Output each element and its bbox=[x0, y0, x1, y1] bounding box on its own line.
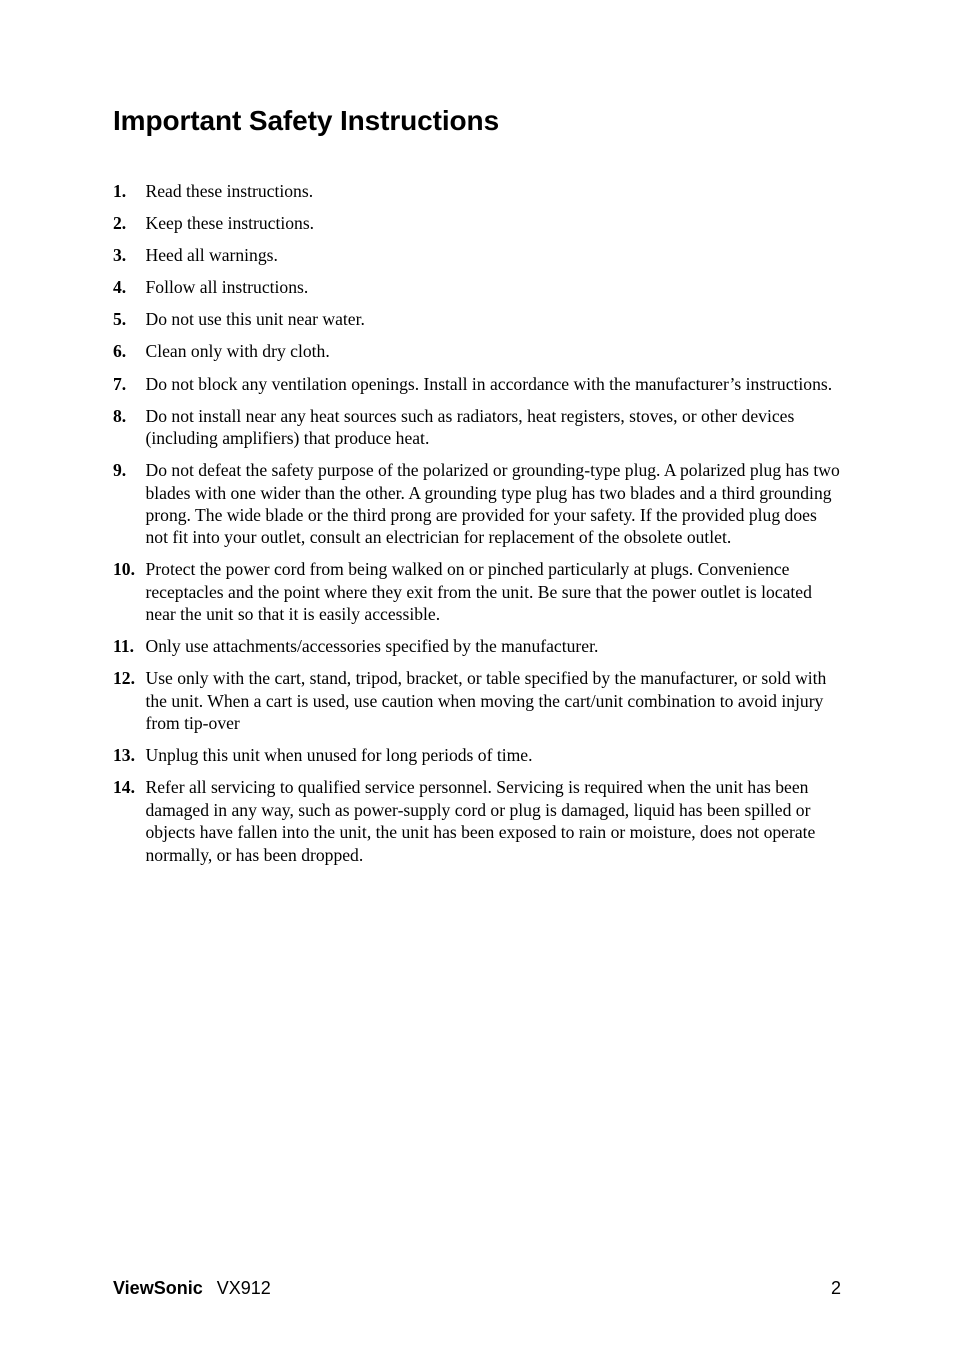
item-text: Do not use this unit near water. bbox=[145, 309, 365, 330]
list-item bbox=[113, 776, 843, 866]
item-number: 9. bbox=[113, 460, 127, 481]
item-text: Only use attachments/accessories specified by the manufacturer. bbox=[145, 636, 599, 657]
item-number: 2. bbox=[113, 213, 127, 234]
brand-name: ViewSonic bbox=[113, 1278, 203, 1298]
list-item bbox=[113, 180, 843, 202]
item-text: Do not install near any heat sources such as radiators, heat registers, stoves, or other devices (including amplifiers) that produce heat. bbox=[145, 405, 795, 449]
model-name: VX912 bbox=[216, 1278, 271, 1298]
list-item bbox=[113, 373, 843, 395]
item-text: Clean only with dry cloth. bbox=[145, 341, 330, 362]
item-text: Unplug this unit when unused for long periods of time. bbox=[145, 745, 533, 766]
page-number: 2 bbox=[830, 1278, 841, 1298]
item-text: Use only with the cart, stand, tripod, bracket, or table specified by the manufacturer, or sold with the unit. When a cart is used, use caution when moving the cart/unit combination to avoid injury from tip-over bbox=[145, 668, 827, 734]
item-text: Heed all warnings. bbox=[145, 245, 278, 266]
list-item bbox=[113, 308, 843, 330]
item-number: 10. bbox=[113, 559, 135, 580]
item-number: 14. bbox=[113, 777, 135, 798]
item-number: 8. bbox=[113, 405, 127, 426]
item-text: Read these instructions. bbox=[145, 181, 314, 201]
item-text: Refer all servicing to qualified service personnel. Servicing is required when the unit has been damaged in any way, such as power-supply cord or plug is damaged, liquid has been spilled or objects have fallen into the unit, the unit has been exposed to rain or moisture, does not operate normally, or has been dropped. bbox=[145, 777, 816, 865]
item-number: 7. bbox=[113, 373, 127, 394]
item-text: Do not defeat the safety purpose of the polarized or grounding-type plug. A polarized plug has two blades with one wider than the other. A grounding type plug has two blades and a third grounding prong. The wide blade or the third prong are provided for your safety. If the provided plug does not fit into your outlet, consult an electrician for replacement of the obsolete outlet. bbox=[145, 460, 840, 548]
item-number: 5. bbox=[113, 309, 127, 330]
list-item bbox=[113, 405, 843, 450]
list-item bbox=[113, 340, 843, 362]
item-text: Keep these instructions. bbox=[145, 213, 315, 234]
item-number: 4. bbox=[113, 277, 127, 298]
item-text: Follow all instructions. bbox=[145, 277, 309, 298]
item-text: Protect the power cord from being walked on or pinched particularly at plugs. Convenience receptacles and the point where they exit from the unit. Be sure that the power outlet is located near the unit so that it is easily accessible. bbox=[145, 559, 812, 625]
item-text: Do not block any ventilation openings. Install in accordance with the manufacturer’s instructions. bbox=[145, 373, 833, 394]
instruction-list bbox=[113, 180, 843, 876]
list-item bbox=[113, 459, 843, 549]
list-item bbox=[113, 667, 843, 734]
page-title: Important Safety Instructions bbox=[113, 105, 500, 136]
list-item bbox=[113, 244, 843, 266]
page-footer bbox=[113, 1276, 841, 1300]
item-number: 6. bbox=[113, 341, 127, 362]
item-number: 11. bbox=[113, 636, 135, 657]
list-item bbox=[113, 744, 843, 766]
item-number: 12. bbox=[113, 668, 135, 689]
item-number: 3. bbox=[113, 245, 127, 266]
item-number: 13. bbox=[113, 745, 135, 766]
list-item bbox=[113, 276, 843, 298]
list-item bbox=[113, 558, 843, 625]
list-item bbox=[113, 212, 843, 234]
list-item bbox=[113, 635, 843, 657]
item-number: 1. bbox=[113, 181, 127, 201]
